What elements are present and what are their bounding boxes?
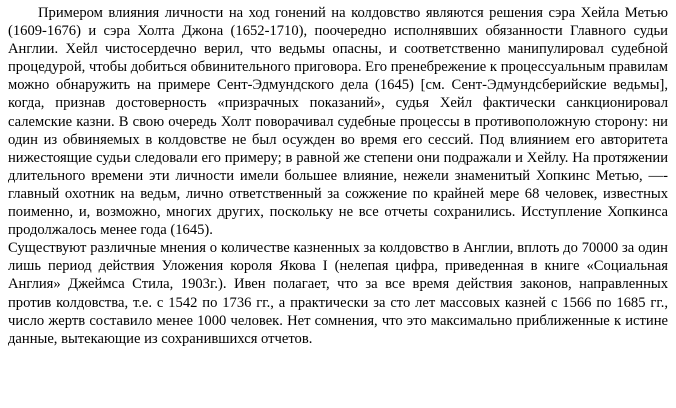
paragraph-execution-counts: Существуют различные мнения о количестве казненных за колдовство в Англии, вплоть до 70000 за один лишь период действия Уложения короля Якова I (нелепая цифра, приведенная в книге «Социальная Англия» Джеймса Стила, 1903г.). Ивен полагает, что за все время действия законов, направленных против колдовства, т.е. с 1542 по 1736 гг., а практически за сто лет массовых казней с 1566 по 1685 гг., число жертв составило менее 1000 человек. Нет сомнения, что это максимально приближенные к истине данные, вытекающие из сохранившихся отчетов. — [8, 240, 668, 347]
paragraph-hale-holt: Примером влияния личности на ход гонений на колдовство являются решения сэра Хейла Метью (1609-1676) и сэра Холта Джона (1652-1710), поочередно исполнявших обязанности Главного судьи Англии. Хейл чистосердечно верил, что ведьмы опасны, и соответственно манипулировал судебной процедурой, чтобы добиться обвинительного приговора. Его пренебрежение к процессуальным правилам можно обнаружить на примере Сент-Эдмундского дела (1645) [см. Сент-Эдмундсберийские ведьмы], когда, признав достоверность «призрачных показаний», судья Хейл фактически санкционировал салемские казни. В свою очередь Холт поворачивал судебные процессы в противоположную сторону: ни один из обвиняемых в колдовстве не был осужден во время его сессий. Под влиянием его авторитета нижестоящие судьи следовали его примеру; в равной же степени они подражали и Хейлу. На протяжении длительного времени эти личности имели большее влияние, нежели знаменитый Хопкинс Метью, —- главный охотник на ведьм, лично ответственный за сожжение по крайней мере 68 человек, известных поименно, и, возможно, многих других, поскольку не все отчеты сохранились. Исступление Хопкинса продолжалось менее года (1645). — [8, 5, 668, 239]
